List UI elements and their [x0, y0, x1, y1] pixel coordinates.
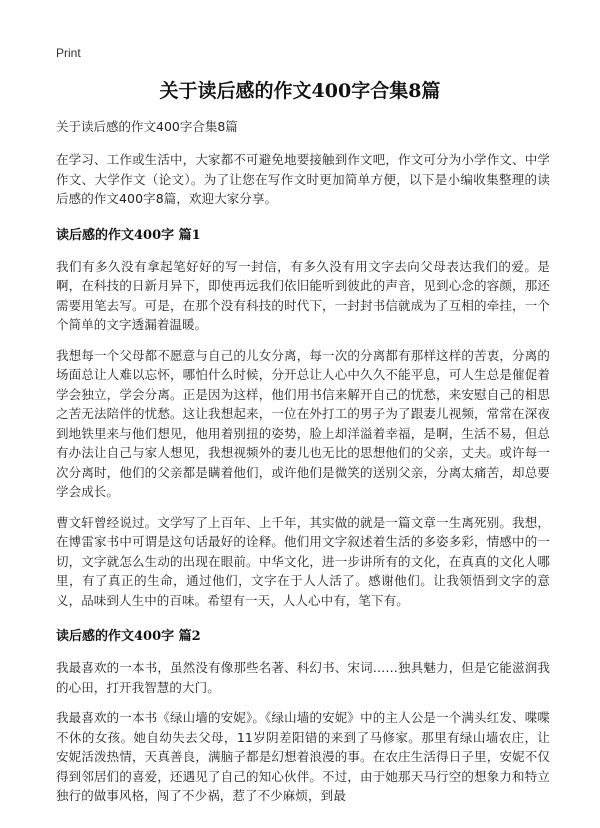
- section-1-paragraph-3: 曹文轩曾经说过。文学写了上百年、上千年，其实做的就是一篇文章一生离死别。我想，在博雷家书中可谓是这句话最好的诠释。他们用文字叙述着生活的多姿多彩，情感中的一切，文字就怎么生动的出现在眼前。中华文化，进一步讲所有的文化，在真真的文化人哪里，有了真正的生命，通过他们，文字在于人人活了。感谢他们。让我领悟到文字的意义，品味到人生中的百味。希望有一天，人人心中有，笔下有。: [56, 514, 550, 608]
- section-1-paragraph-1: 我们有多久没有拿起笔好好的写一封信，有多久没有用文字去向父母表达我们的爱。是啊，在科技的日新月异下，即使再远我们依旧能听到彼此的声音，见到心念的容颜，那还需要用笔去写。可是，在那个没有科技的时代下，一封封书信就成为了互相的牵挂，一个个简单的文字透漏着温暖。: [56, 258, 550, 332]
- print-link[interactable]: Print: [56, 46, 81, 60]
- section-heading-1: 读后感的作文400字 篇1: [56, 227, 201, 243]
- section-2-paragraph-2: 我最喜欢的一本书《绿山墙的安妮》。《绿山墙的安妮》中的主人公是一个满头红发、喋喋不休的女孩。她自幼失去父母，11岁阴差阳错的来到了马修家。那里有绿山墙农庄，让安妮活泼热情，天真善良，满脑子都是幻想着浪漫的事。在农庄生活得日子里，安妮不仅得到邻居们的喜爱，还遇见了自己的知心伙伴。不过，由于她那天马行空的想象力和特立独行的做事风格，闯了不少祸，惹了不少麻烦，到最: [56, 710, 550, 803]
- document-subtitle: 关于读后感的作文400字合集8篇: [56, 119, 238, 134]
- page-title: 关于读后感的作文400字合集8篇: [159, 80, 441, 102]
- intro-paragraph: 在学习、工作或生活中，大家都不可避免地要接触到作文吧，作文可分为小学作文、中学作文、大学作文（论文）。为了让您在写作文时更加简单方便，以下是小编收集整理的读后感的作文400字8篇，欢迎大家分享。: [56, 152, 550, 206]
- section-1-paragraph-2: 我想每一个父母都不愿意与自己的儿女分离，每一次的分离都有那样这样的苦衷，分离的场面总让人难以忘怀，哪怕什么时候，分开总让人心中久久不能平息，可人生总是催促着学会独立，学会分离。正是因为这样，他们用书信来解开自己的忧愁，来安慰自己的相思之苦无法陪伴的忧愁。这让我想起来，一位在外打工的男子为了跟妻儿视频，常常在深夜到地铁里来与他们想见，他用着别扭的姿势，脸上却洋溢着幸福，是啊，生活不易，但总有办法让自己与家人想见，我想视频外的妻儿也无比的思想他们的父亲，丈夫。或许每一次分离时，他们的父亲都是瞒着他们，或许他们是微笑的送别父亲，分离太痛苦，却总要学会成长。: [56, 347, 550, 499]
- section-2-paragraph-1: 我最喜欢的一本书，虽然没有像那些名著、科幻书、宋词……独具魅力，但是它能滋润我的心田，打开我智慧的大门。: [56, 660, 550, 695]
- section-heading-2: 读后感的作文400字 篇2: [56, 629, 201, 644]
- document-body: [56, 118, 550, 817]
